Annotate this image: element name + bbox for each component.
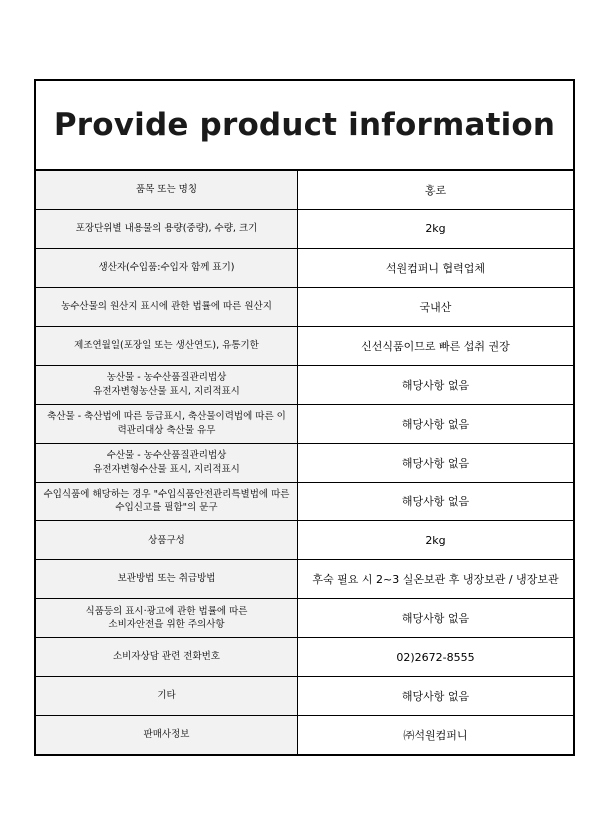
table-row <box>36 521 573 560</box>
row-label: 소비자상담 관련 전화번호 <box>36 638 298 676</box>
row-label: 식품등의 표시·광고에 관한 법률에 따른 소비자안전을 위한 주의사항 <box>36 599 298 637</box>
row-label: 농산물 - 농수산품질관리법상 유전자변형농산물 표시, 지리적표시 <box>36 366 298 404</box>
row-value: 해당사항 없음 <box>401 690 470 704</box>
row-value: 해당사항 없음 <box>401 495 470 509</box>
table-row <box>36 366 573 405</box>
row-label: 축산물 - 축산법에 따른 등급표시, 축산물이력법에 따른 이 력관리대상 축산물 유무 <box>36 405 298 443</box>
table-row <box>36 483 573 522</box>
row-label: 수입식품에 해당하는 경우 "수입식품안전관리특별법에 따른 수입신고를 필함"의 문구 <box>36 483 298 521</box>
row-label: 수산물 - 농수산품질관리법상 유전자변형수산물 표시, 지리적표시 <box>36 444 298 482</box>
row-label: 농수산물의 원산지 표시에 관한 법률에 따른 원산지 <box>36 288 298 326</box>
row-value: 홍로 <box>424 183 447 197</box>
row-value: 2kg <box>425 533 446 547</box>
row-value: 해당사항 없음 <box>401 612 470 626</box>
table-row <box>36 638 573 677</box>
table-row <box>36 405 573 444</box>
row-value: 해당사항 없음 <box>401 417 470 431</box>
row-value: 석원컴퍼니 협력업체 <box>385 261 486 275</box>
row-value: 신선식품이므로 빠른 섭취 권장 <box>361 339 510 353</box>
table-row <box>36 560 573 599</box>
row-label: 상품구성 <box>36 521 298 559</box>
row-label: 생산자(수입품:수입자 함께 표기) <box>36 249 298 287</box>
row-label: 판매사정보 <box>36 716 298 754</box>
row-value: 국내산 <box>419 300 452 314</box>
row-label: 보관방법 또는 취급방법 <box>36 560 298 598</box>
row-label: 품목 또는 명칭 <box>36 171 298 209</box>
table-row <box>36 599 573 638</box>
row-value: 02)2672-8555 <box>396 650 475 664</box>
row-label: 제조연월일(포장일 또는 생산연도), 유통기한 <box>36 327 298 365</box>
row-value: 후숙 필요 시 2~3 실온보관 후 냉장보관 / 냉장보관 <box>312 573 559 587</box>
table-row <box>36 677 573 716</box>
table-row <box>36 249 573 288</box>
table-row <box>36 327 573 366</box>
row-label: 포장단위별 내용물의 용량(중량), 수량, 크기 <box>36 210 298 248</box>
row-label: 기타 <box>36 677 298 715</box>
row-value: 2kg <box>425 222 446 236</box>
table-row <box>36 171 573 210</box>
table-row <box>36 716 573 754</box>
product-info-table <box>34 79 575 756</box>
info-rows <box>36 171 573 754</box>
row-value: 해당사항 없음 <box>401 456 470 470</box>
table-row <box>36 210 573 249</box>
page-title: Provide product information <box>36 81 573 171</box>
row-value: 해당사항 없음 <box>401 378 470 392</box>
row-value: ㈜석원컴퍼니 <box>403 729 468 743</box>
table-row <box>36 288 573 327</box>
table-row <box>36 444 573 483</box>
